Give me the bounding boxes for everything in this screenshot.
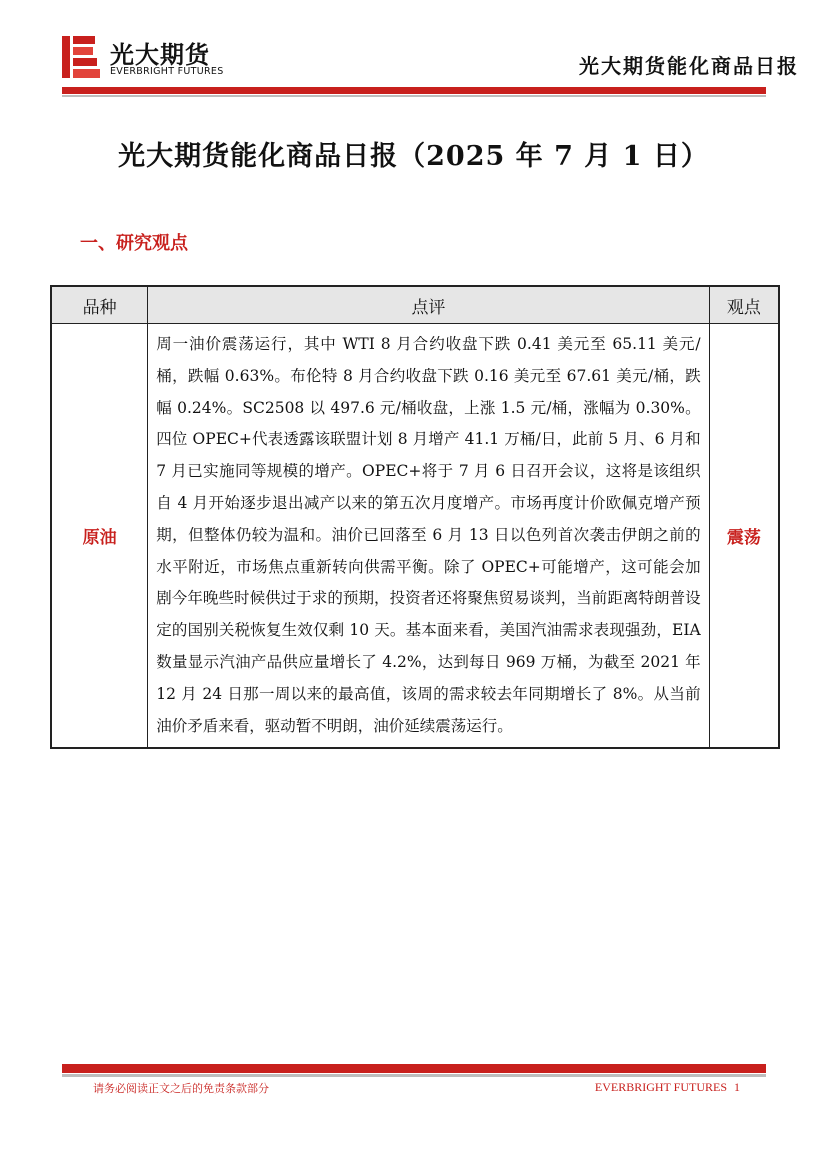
header-gray-rule	[62, 95, 766, 97]
page-number: 1	[734, 1080, 740, 1094]
header-red-rule	[62, 87, 766, 94]
page-title: 光大期货能化商品日报（2025 年 7 月 1 日）	[118, 141, 709, 172]
footer-red-rule	[62, 1064, 766, 1073]
column-header-view: 观点	[709, 286, 779, 324]
footer-company: EVERBRIGHT FUTURES	[594, 1080, 727, 1094]
comment-cell: 周一油价震荡运行，其中 WTI 8 月合约收盘下跌 0.41 美元至 65.11 美元/桶，跌幅 0.63%。布伦特 8 月合约收盘下跌 0.16 美元至 67.61 美元/桶，跌幅 0.24%。SC2508 以 497.6 元/桶收盘，上涨 1.5 元/桶，涨幅为 0.30%。四位 OPEC+代表透露该联盟计划 8 月增产 41.1 万桶/日，此前 5 月、6 月和 7 月已实施同等规模的增产。OPEC+将于 7 月 6 日召开会议，这将是该组织自 4 月开始逐步退出减产以来的第五次月度增产。市场再度计价欧佩克增产预期，但整体仍较为温和。油价已回落至 6 月 13 日以色列首次袭击伊朗之前的水平附近，市场焦点重新转向供需平衡。除了 OPEC+可能增产，这可能会加剧今年晚些时候供过于求的预期，投资者还将聚焦贸易谈判，当前距离特朗普设定的国别关税恢复生效仅剩 10 天。基本面来看，美国汽油需求表现强劲，EIA 数量显示汽油产品供应量增长了 4.2%，达到每日 969 万桶，为截至 2021 年 12 月 24 日那一周以来的最高值，该周的需求较去年同期增长了 8%。从当前油价矛盾来看，驱动暂不明朗，油价延续震荡运行。	[148, 324, 709, 749]
column-header-variety: 品种	[51, 286, 148, 324]
company-logo	[62, 34, 262, 84]
logo-chinese-name: 光大期货	[110, 41, 210, 69]
column-header-comment: 点评	[148, 286, 709, 324]
page-header	[0, 0, 827, 100]
variety-cell: 原油	[51, 324, 148, 749]
footer-gray-rule	[62, 1074, 766, 1077]
report-series-name: 光大期货能化商品日报	[579, 54, 799, 78]
view-cell: 震荡	[709, 324, 779, 749]
table-row	[51, 324, 779, 749]
table-header-row	[51, 286, 779, 324]
footer-disclaimer: 请务必阅读正文之后的免责条款部分	[93, 1082, 269, 1095]
logo-english-name: EVERBRIGHT FUTURES	[110, 66, 224, 77]
section-heading: 一、研究观点	[80, 233, 188, 254]
everbright-logo-icon	[62, 34, 100, 80]
research-table	[50, 285, 780, 749]
